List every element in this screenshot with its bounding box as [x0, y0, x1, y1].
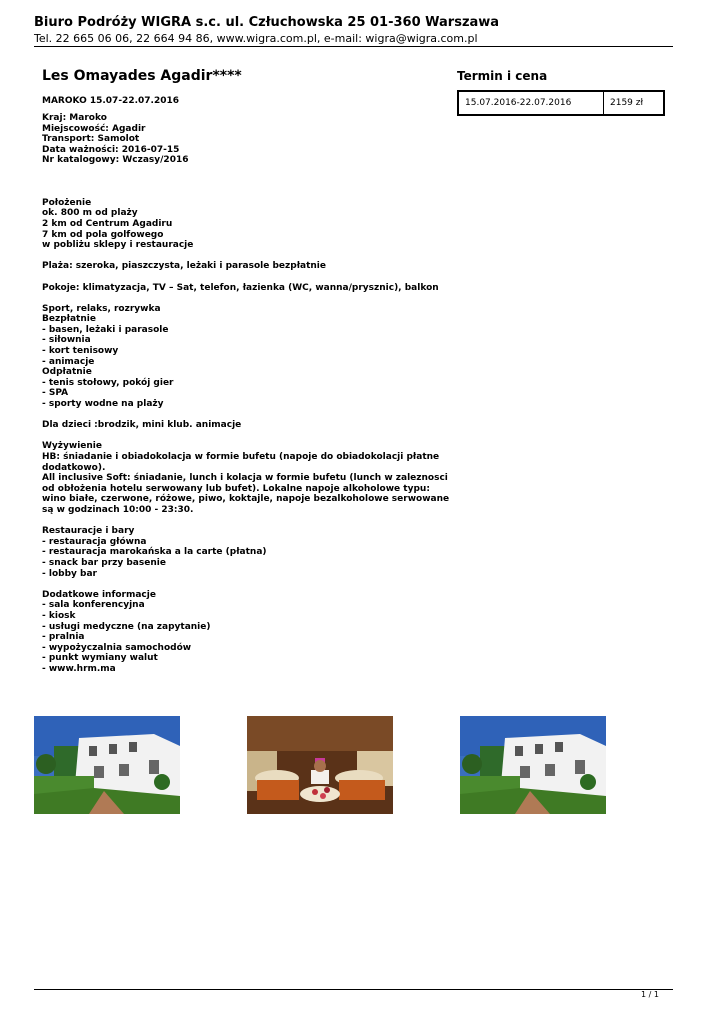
company-name: Biuro Podróży WIGRA s.c. ul. Człuchowska 25 01-360 Warszawa — [34, 15, 500, 30]
sport-heading: Sport, relaks, rozrywka — [42, 303, 161, 314]
extra-line: - www.hrm.ma — [42, 663, 116, 674]
footer-divider — [34, 989, 673, 990]
sport-line: - tenis stołowy, pokój gier — [42, 377, 174, 388]
beach-info: Plaża: szeroka, piaszczysta, leżaki i parasole bezpłatnie — [42, 261, 327, 272]
pricing-price: 2159 zł — [610, 98, 644, 108]
location-line: ok. 800 m od plaży — [42, 208, 138, 219]
sport-line: - sporty wodne na plaży — [42, 399, 164, 410]
extra-heading: Dodatkowe informacje — [42, 589, 156, 600]
restaurants-line: - restauracja marokańska a la carte (płatna) — [42, 547, 267, 558]
sport-line: Bezpłatnie — [42, 314, 96, 325]
offer-subtitle: MAROKO 15.07-22.07.2016 — [42, 96, 179, 106]
document-header — [34, 14, 673, 46]
page-number: 1 / 1 — [641, 990, 659, 999]
hotel-exterior-photo — [460, 716, 606, 814]
rooms-info: Pokoje: klimatyzacja, TV – Sat, telefon, łazienka (WC, wanna/prysznic), balkon — [42, 282, 439, 293]
offer-title: Les Omayades Agadir**** — [42, 68, 242, 84]
location-line: w pobliżu sklepy i restauracje — [42, 240, 194, 251]
header-divider — [34, 46, 673, 47]
restaurants-line: - restauracja główna — [42, 536, 147, 547]
detail-line: Data ważności: 2016-07-15 — [42, 144, 180, 155]
sport-line: - animacje — [42, 356, 95, 367]
extra-line: - punkt wymiany walut — [42, 653, 158, 664]
pricing-heading: Termin i cena — [457, 69, 548, 83]
extra-line: - sala konferencyjna — [42, 600, 145, 611]
location-line: 7 km od pola golfowego — [42, 229, 164, 240]
pricing-date: 15.07.2016-22.07.2016 — [459, 92, 604, 114]
location-line: 2 km od Centrum Agadiru — [42, 218, 173, 229]
restaurants-heading: Restauracje i bary — [42, 526, 135, 537]
detail-line: Nr katalogowy: Wczasy/2016 — [42, 155, 189, 166]
detail-line: Miejscowość: Agadir — [42, 123, 146, 134]
restaurants-line: - snack bar przy basenie — [42, 557, 166, 568]
sport-line: - kort tenisowy — [42, 346, 119, 357]
extra-line: - pralnia — [42, 632, 85, 643]
extra-line: - wypożyczalnia samochodów — [42, 642, 192, 653]
food-line: HB: śniadanie i obiadokolacja w formie bufetu (napoje do obiadokolacji płatne dodatkowo). — [42, 452, 440, 473]
location-heading: Położenie — [42, 197, 92, 208]
offer-description — [42, 113, 452, 674]
sport-line: - basen, leżaki i parasole — [42, 324, 169, 335]
extra-line: - usługi medyczne (na zapytanie) — [42, 621, 211, 632]
detail-line: Kraj: Maroko — [42, 113, 107, 123]
company-contact: Tel. 22 665 06 06, 22 664 94 86, www.wigra.com.pl, e-mail: wigra@wigra.com.pl — [34, 32, 478, 45]
detail-line: Transport: Samolot — [42, 134, 140, 145]
restaurants-line: - lobby bar — [42, 568, 97, 579]
food-heading: Wyżywienie — [42, 441, 102, 452]
extra-line: - kiosk — [42, 610, 76, 621]
sport-line: - siłownia — [42, 335, 91, 346]
food-line: All inclusive Soft: śniadanie, lunch i kolacja w formie bufetu (lunch w zaleznosci od obłożenia hotelu serwowany lub bufet). Lokalne napoje alkoholowe typu: wino białe, czerwone, różowe, piwo, koktajle, napoje bezalkoholowe serwowane są w godzinach 10:00 - 23:30. — [42, 473, 450, 515]
pricing-table — [457, 90, 665, 116]
sport-line: Odpłatnie — [42, 367, 92, 378]
kids-info: Dla dzieci :brodzik, mini klub. animacje — [42, 420, 242, 431]
buffet-restaurant-photo — [247, 716, 393, 814]
hotel-exterior-photo — [34, 716, 180, 814]
sport-line: - SPA — [42, 388, 69, 399]
